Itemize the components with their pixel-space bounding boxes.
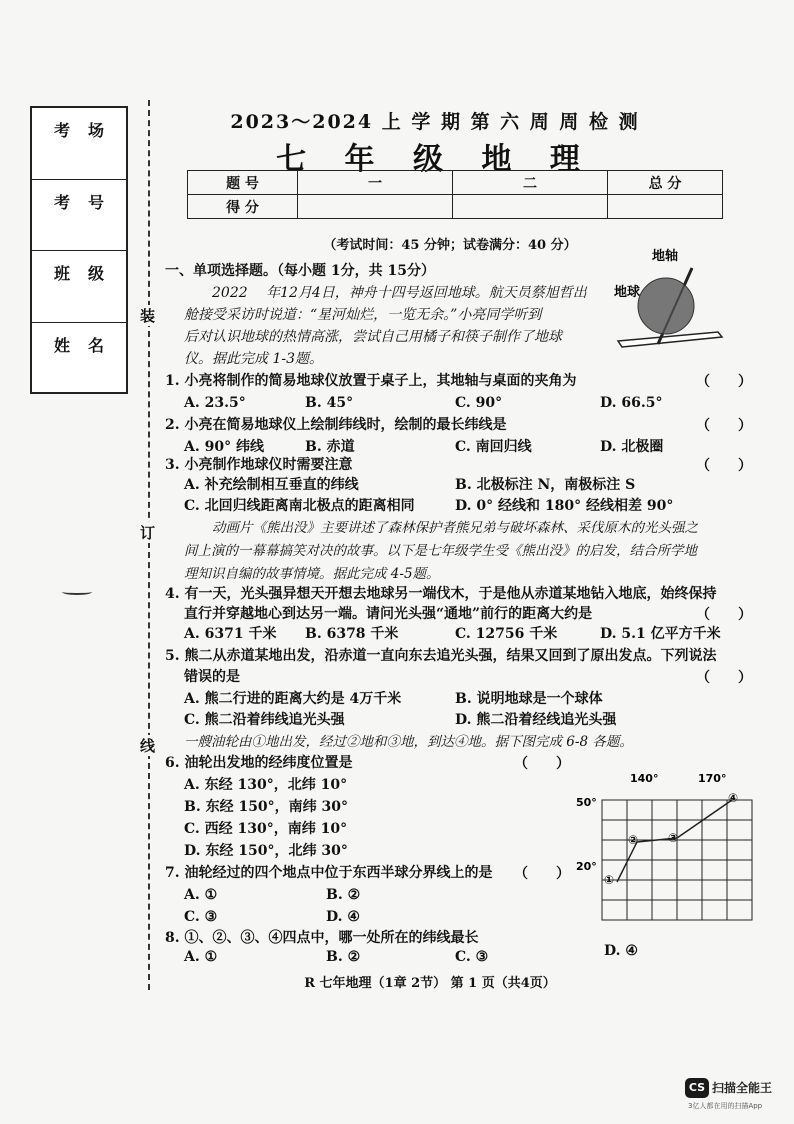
q1-option-a: A. 23.5° [184,395,246,411]
section-heading: 一、单项选择题。（每小题 1分，共 15分） [165,263,435,279]
q2-option-a: A. 90° 纬线 [184,439,264,455]
name-field[interactable]: 姓名 [32,323,126,395]
q7-option-a: A. ① [184,887,218,903]
table-surface [618,332,722,347]
q3-option-c: C. 北回归线距离南北极点的距离相同 [184,498,415,514]
q2-option-d: D. 北极圈 [600,439,664,455]
q1-option-d: D. 66.5° [600,395,663,411]
binding-char-ding: 订 [140,524,156,542]
score-cell-total[interactable] [608,195,723,219]
q7-option-d: D. ④ [326,909,360,925]
point-3: ③ [668,831,679,845]
q8-option-a: A. ① [184,949,218,965]
q6-option-a: A. 东经 130°，北纬 10° [184,777,348,793]
camscanner-name: 扫描全能王 [712,1081,773,1095]
score-cell-part1[interactable] [298,195,453,219]
grid-lines [602,800,752,920]
q5-option-c: C. 熊二沿着纬线追光头强 [184,712,345,728]
point-4: ④ [728,791,739,805]
q1-stem: 1. 小亮将制作的简易地球仪放置于桌子上，其地轴与桌面的夹角为 [165,373,577,389]
camscanner-tagline: 3亿人都在用的扫描App [688,1102,763,1110]
exam-info: （考试时间：45 分钟；试卷满分：40 分） [323,238,577,253]
q5-option-d: D. 熊二沿着经线追光头强 [455,712,617,728]
exam-title: 2023～2024 上 学 期 第 六 周 周 检 测 [230,111,640,133]
intro1-line4: 仪。据此完成 1-3题。 [184,351,323,367]
binding-char-xian: 线 [140,737,156,755]
intro1-line1: 2022 年12月4日，神舟十四号返回地球。航天员蔡旭哲出 [212,285,587,301]
q4-option-d: D. 5.1 亿平方千米 [600,626,721,642]
q1-option-b: B. 45° [305,395,354,411]
lat-lon-grid-svg [572,770,772,940]
binding-line [148,100,150,990]
q4-stem-line2: 直行并穿越地心到达另一端。请问光头强“通地”前行的距离大约是 [184,606,593,622]
exam-room-field[interactable]: 考场 [32,108,126,180]
score-table-header-number: 题 号 [188,171,298,195]
intro2-line1: 动画片《熊出没》主要讲述了森林保护者熊兄弟与破坏森林、采伐原木的光头强之 [212,520,698,536]
q1-option-c: C. 90° [455,395,503,411]
q8-option-c: C. ③ [455,949,489,965]
q5-stem-line1: 5. 熊二从赤道某地出发，沿赤道一直向东去追光头强，结果又回到了原出发点。下列说法 [165,648,717,664]
intro2-line2: 间上演的一幕幕搞笑对决的故事。以下是七年级学生受《熊出没》的启发，结合所学地 [184,543,697,559]
subject-title: 七 年 级 地 理 [276,142,594,177]
lat-label-20: 20° [576,860,597,873]
q7-option-c: C. ③ [184,909,218,925]
q8-option-d: D. ④ [604,943,638,959]
q7-option-b: B. ② [326,887,361,903]
lon-label-170: 170° [698,772,727,785]
q7-answer-blank[interactable]: （ ） [514,866,570,882]
q4-option-a: A. 6371 千米 [184,626,277,642]
camscanner-logo: CS [685,1078,709,1098]
q4-option-b: B. 6378 千米 [305,626,399,642]
q5-answer-blank[interactable]: （ ） [696,670,752,686]
q5-option-b: B. 说明地球是一个球体 [455,691,603,707]
intro1-line2: 舱接受采访时说道：“星河灿烂，一览无余。”小亮同学听到 [184,307,542,323]
q3-answer-blank[interactable]: （ ） [696,458,752,474]
q6-option-d: D. 东经 150°，北纬 30° [184,843,348,859]
q3-stem: 3. 小亮制作地球仪时需要注意 [165,457,353,473]
score-table-header-part2: 二 [453,171,608,195]
intro3: 一艘油轮由①地出发，经过②地和③地，到达④地。据下图完成 6-8 各题。 [184,734,633,750]
q8-stem: 8. ①、②、③、④四点中，哪一处所在的纬线最长 [165,930,479,946]
page-footer: R 七年地理（1章 2节） 第 1 页（共4页） [304,976,556,991]
q3-option-b: B. 北极标注 N，南极标注 S [455,477,636,493]
intro1-line3: 后对认识地球的热情高涨，尝试自己用橘子和筷子制作了地球 [184,329,562,345]
axis-label: 地轴 [652,249,679,264]
class-field[interactable]: 班级 [32,251,126,323]
q6-answer-blank[interactable]: （ ） [514,756,570,772]
handwriting-stroke [62,589,92,595]
q4-option-c: C. 12756 千米 [455,626,558,642]
score-table-score-label: 得 分 [188,195,298,219]
q1-answer-blank[interactable]: （ ） [696,374,752,390]
globe-label: 地球 [614,285,641,300]
score-table-header-total: 总 分 [608,171,723,195]
q2-option-b: B. 赤道 [305,439,355,455]
globe-model-svg [610,246,730,356]
point-1: ① [604,873,615,887]
q6-stem: 6. 油轮出发地的经纬度位置是 [165,755,353,771]
q7-stem: 7. 油轮经过的四个地点中位于东西半球分界线上的是 [165,865,493,881]
q3-option-d: D. 0° 经线和 180° 经线相差 90° [455,498,674,514]
q6-option-b: B. 东经 150°，南纬 30° [184,799,349,815]
q4-stem-line1: 4. 有一天，光头强异想天开想去地球另一端伐木，于是他从赤道某地钻入地底，始终保持 [165,586,717,602]
q5-option-a: A. 熊二行进的距离大约是 4万千米 [184,691,402,707]
point-2: ② [628,833,639,847]
q2-option-c: C. 南回归线 [455,439,532,455]
q8-option-b: B. ② [326,949,361,965]
binding-char-zhuang: 装 [140,307,156,325]
q3-option-a: A. 补充绘制相互垂直的纬线 [184,477,359,493]
score-table-header-part1: 一 [298,171,453,195]
q2-stem: 2. 小亮在简易地球仪上绘制纬线时，绘制的最长纬线是 [165,417,507,433]
lat-label-50: 50° [576,796,597,809]
globe-model-figure [610,246,730,356]
q6-option-c: C. 西经 130°，南纬 10° [184,821,348,837]
student-info-box [30,106,128,394]
intro2-line3: 理知识自编的故事情境。据此完成 4-5题。 [184,566,440,582]
lon-label-140: 140° [630,772,659,785]
q4-answer-blank[interactable]: （ ） [696,607,752,623]
lat-lon-grid-figure [572,770,772,940]
score-cell-part2[interactable] [453,195,608,219]
exam-number-field[interactable]: 考号 [32,180,126,252]
q5-stem-line2: 错误的是 [184,669,240,685]
q2-answer-blank[interactable]: （ ） [696,418,752,434]
score-table [187,170,723,219]
